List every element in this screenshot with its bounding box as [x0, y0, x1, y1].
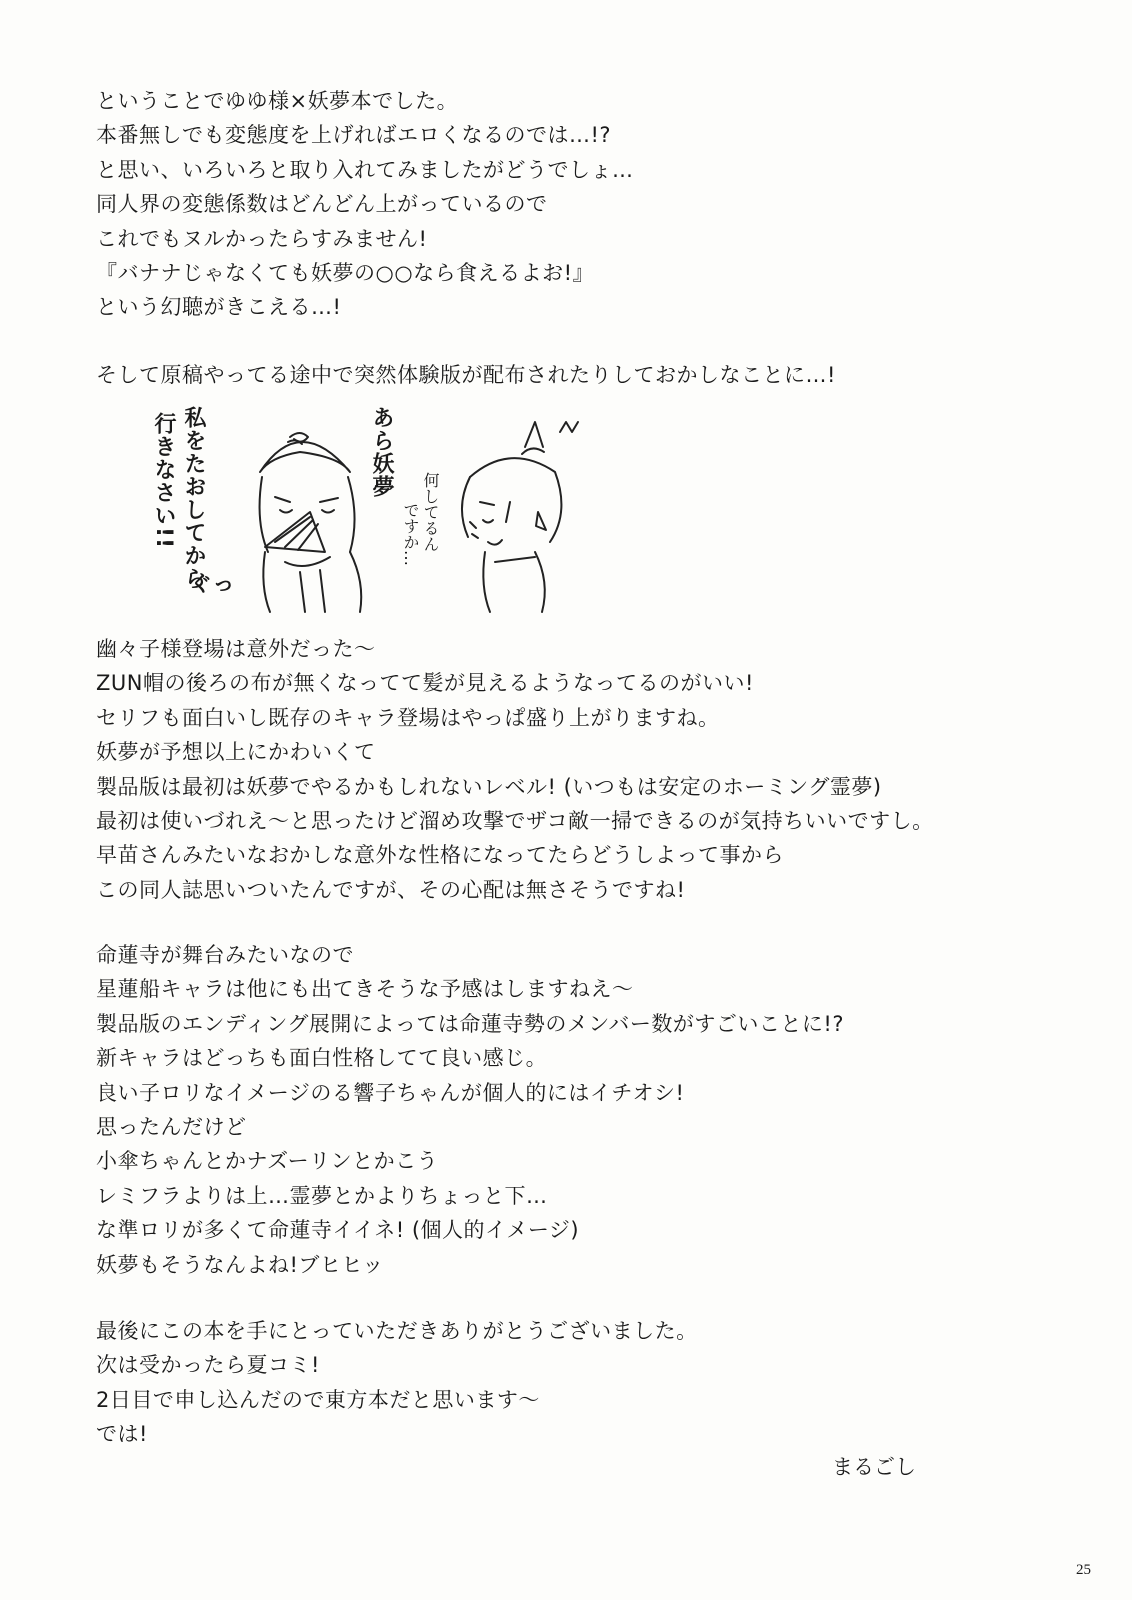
text-line: 『バナナじゃなくても妖夢の○○なら食えるよお!』 [96, 261, 595, 286]
text-line: 最後にこの本を手にとっていただきありがとうございました。 [96, 1319, 698, 1343]
paragraph-impressions [96, 632, 996, 907]
text-line: 良い子ロリなイメージのる響子ちゃんが個人的にはイチオシ! [96, 1080, 685, 1105]
text-line: 幽々子様登場は意外だった〜 [96, 637, 376, 661]
text-line: 早苗さんみたいなおかしな意外な性格になってたらどうしよって事から [96, 843, 784, 868]
text-line: ZUN帽の後ろの布が無くなってて髪が見えるようなってるのがいい! [96, 671, 754, 696]
text-line: 2日目で申し込んだので東方本だと思います〜 [96, 1387, 540, 1412]
speech-youmu-line1: 何してるん [421, 472, 440, 552]
text-line: ということでゆゆ様×妖夢本でした。 [96, 89, 459, 113]
text-line: これでもヌルかったらすみません! [96, 226, 428, 251]
text-line: この同人誌思いついたんですが、その心配は無さそうですね! [96, 877, 686, 902]
speech-yuyuko-line3: あら妖夢 [369, 406, 394, 498]
text-line: 同人界の変態係数はどんどん上がっているので [96, 192, 548, 217]
text-line: では! [96, 1422, 148, 1447]
speech-yuyuko-line2: 行きなさい!! [151, 412, 176, 550]
page-number: 25 [1076, 1562, 1091, 1578]
sound-effect: ぐっ [190, 572, 236, 597]
author-signature: まるごし [832, 1455, 916, 1479]
text-line: レミフラよりは上…霊夢とかよりちょっと下… [96, 1183, 548, 1208]
text-line: 本番無しでも変態度を上げればエロくなるのでは…!? [96, 123, 612, 148]
paragraph-trial-version [96, 358, 996, 392]
text-line: 製品版のエンディング展開によっては命蓮寺勢のメンバー数がすごいことに!? [96, 1011, 844, 1036]
text-line: 製品版は最初は妖夢でやるかもしれないレベル! (いつもは安定のホーミング霊夢) [96, 774, 882, 799]
paragraph-closing [96, 1314, 996, 1452]
text-line: と思い、いろいろと取り入れてみましたがどうでしょ… [96, 157, 634, 182]
text-line: 妖夢が予想以上にかわいくて [96, 740, 376, 765]
text-line: な準ロリが多くて命蓮寺イイネ! (個人的イメージ) [96, 1218, 580, 1243]
text-line: 星蓮船キャラは他にも出てきそうな予感はしますねえ〜 [96, 977, 634, 1002]
text-line: 思ったんだけど [96, 1115, 247, 1140]
illustration [150, 402, 610, 622]
text-line: 命蓮寺が舞台みたいなので [96, 943, 354, 967]
paragraph-intro [96, 84, 996, 325]
text-line: 小傘ちゃんとかナズーリンとかこう [96, 1149, 439, 1174]
speech-youmu-line2: ですか… [401, 502, 420, 566]
speech-yuyuko-line1: 私をたおしてから [181, 406, 206, 590]
text-line: 最初は使いづれえ〜と思ったけど溜め攻撃でザコ敵一掃できるのが気持ちいいですし。 [96, 809, 934, 834]
text-line: セリフも面白いし既存のキャラ登場はやっぱ盛り上がりますね。 [96, 705, 720, 730]
text-line: 妖夢もそうなんよね!ブヒヒッ [96, 1252, 384, 1277]
paragraph-myorenji [96, 938, 996, 1282]
text-line: そして原稿やってる途中で突然体験版が配布されたりしておかしなことに…! [96, 363, 836, 387]
text-line: 新キャラはどっちも面白性格してて良い感じ。 [96, 1046, 548, 1071]
text-line: 次は受かったら夏コミ! [96, 1353, 320, 1378]
text-line: という幻聴がきこえる…! [96, 295, 342, 320]
